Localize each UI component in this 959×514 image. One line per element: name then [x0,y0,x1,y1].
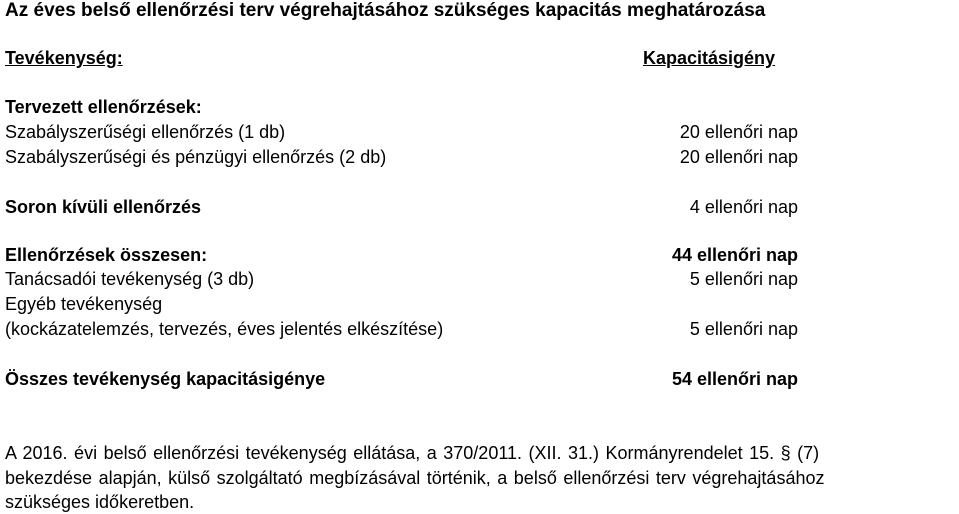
planned-item-label: Szabályszerűségi és pénzügyi ellenőrzés (2 db) [5,147,387,167]
page-title: Az éves belső ellenőrzési terv végrehajtásához szükséges kapacitás meghatározása [5,0,766,21]
other-activity-label: Egyéb tevékenység [5,294,163,314]
extraordinary-audit-label: Soron kívüli ellenőrzés [5,197,202,217]
audits-total-value: 44 ellenőri nap [671,245,798,265]
planned-item-label: Szabályszerűségi ellenőrzés (1 db) [5,122,286,142]
planned-item-value: 20 ellenőri nap [679,122,798,142]
grand-total-label: Összes tevékenység kapacitásigénye [5,369,326,389]
other-activity-value: 5 ellenőri nap [689,319,798,339]
planned-item-value: 20 ellenőri nap [679,147,798,167]
other-activity-detail: (kockázatelemzés, tervezés, éves jelentés elkészítése) [5,319,444,339]
advisory-label: Tanácsadói tevékenység (3 db) [5,269,255,289]
activity-column-header: Tevékenység: [5,48,123,68]
advisory-value: 5 ellenőri nap [689,269,798,289]
planned-audits-heading: Tervezett ellenőrzések: [5,97,202,117]
note-line-3: szükséges időkeretben. [5,492,195,512]
audits-total-label: Ellenőrzések összesen: [5,245,208,265]
extraordinary-audit-value: 4 ellenőri nap [689,197,798,217]
note-line-2: bekezdése alapján, külső szolgáltató megbízásával történik, a belső ellenőrzési terv végrehajtásához [5,468,825,488]
grand-total-value: 54 ellenőri nap [671,369,798,389]
capacity-column-header: Kapacitásigény [643,48,776,68]
note-line-1: A 2016. évi belső ellenőrzési tevékenység ellátása, a 370/2011. (XII. 31.) Kormányrendelet 15. § (7) [5,443,820,463]
